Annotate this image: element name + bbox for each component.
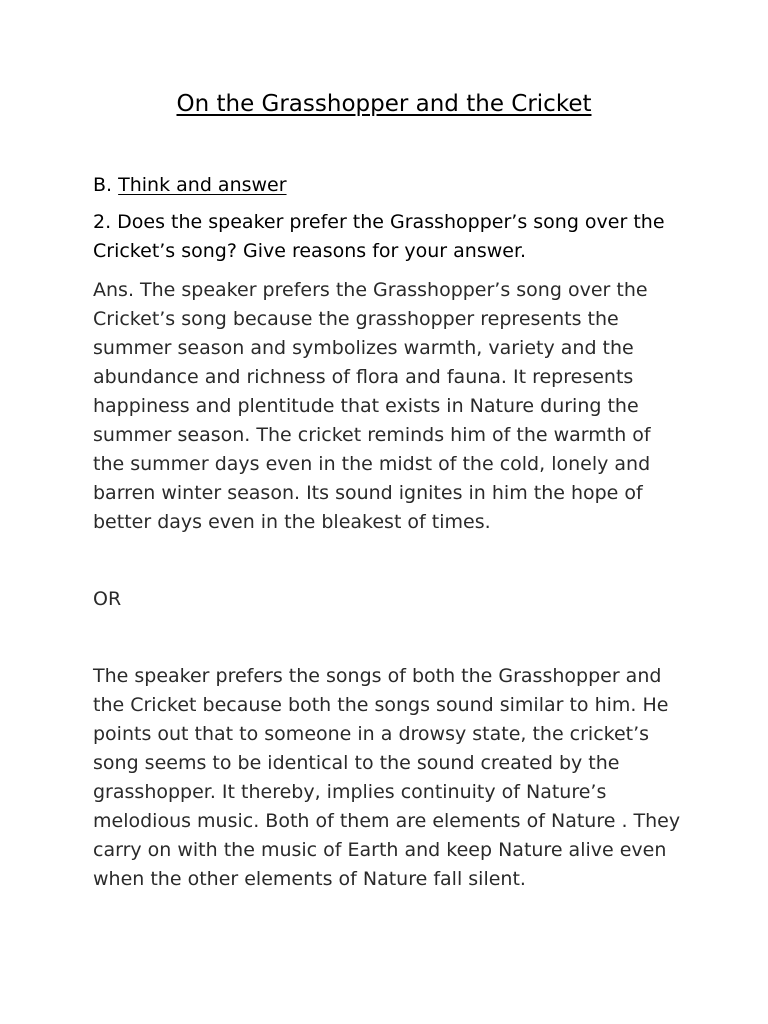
answer-line: The speaker prefers the songs of both the Grasshopper and (93, 665, 662, 687)
answer-line: song seems to be identical to the sound created by the (93, 752, 620, 774)
or-label: OR (93, 588, 122, 610)
answer-line: abundance and richness of flora and fauna. It represents (93, 366, 634, 388)
answer-paragraph-1 (93, 276, 683, 537)
answer-line: the Cricket because both the songs sound similar to him. He (93, 694, 669, 716)
answer-line: better days even in the bleakest of times. (93, 511, 491, 533)
answer-line: points out that to someone in a drowsy state, the cricket’s (93, 723, 650, 745)
question-line: Cricket’s song? Give reasons for your answer. (93, 240, 527, 262)
answer-line: Cricket’s song because the grasshopper represents the (93, 308, 619, 330)
question (93, 208, 683, 266)
answer-line: when the other elements of Nature fall silent. (93, 868, 526, 890)
answer-paragraph-2 (93, 662, 683, 894)
section-heading: Think and answer (118, 174, 287, 196)
answer-line: Ans. The speaker prefers the Grasshopper’s song over the (93, 279, 648, 301)
answer-line: carry on with the music of Earth and keep Nature alive even (93, 839, 667, 861)
section-prefix: B. (93, 174, 119, 196)
page-title-text: On the Grasshopper and the Cricket (176, 91, 592, 117)
answer-line: grasshopper. It thereby, implies continuity of Nature’s (93, 781, 607, 803)
question-line: 2. Does the speaker prefer the Grasshopper’s song over the (93, 211, 665, 233)
answer-line: the summer days even in the midst of the cold, lonely and (93, 453, 651, 475)
page-title (0, 89, 768, 119)
answer-line: barren winter season. Its sound ignites in him the hope of (93, 482, 643, 504)
answer-line: happiness and plentitude that exists in Nature during the (93, 395, 639, 417)
answer-line: summer season and symbolizes warmth, variety and the (93, 337, 634, 359)
answer-line: melodious music. Both of them are elements of Nature . They (93, 810, 681, 832)
answer-line: summer season. The cricket reminds him of the warmth of (93, 424, 651, 446)
section-label (93, 172, 287, 198)
